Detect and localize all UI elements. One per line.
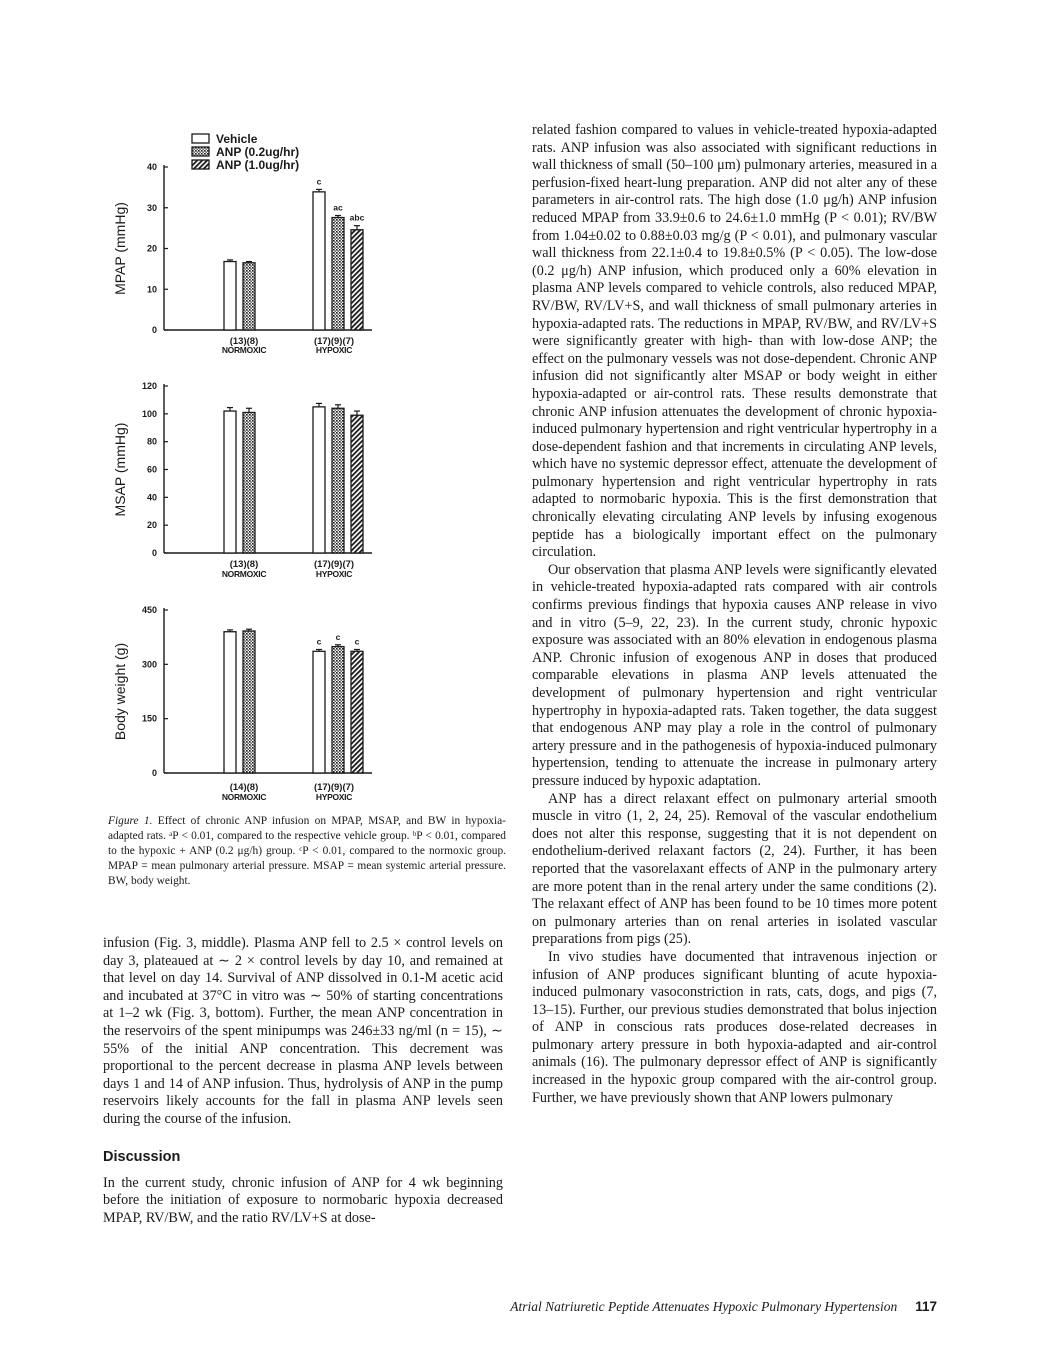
body-weight-panel [112, 605, 372, 802]
category-label: NORMOXIC [221, 569, 267, 579]
y-tick-label: 100 [141, 408, 157, 419]
bar [313, 192, 325, 330]
left-paragraph-2: In the current study, chronic infusion of ANP for 4 wk beginning before the initiation of exposure to normobaric hypoxia decreased MPAP, RV/BW, and the ratio RV/LV+S at dose- [103, 1174, 503, 1226]
y-axis-label: Body weight (g) [112, 642, 128, 741]
y-axis-label: MPAP (mmHg) [112, 202, 128, 295]
right-column [532, 122, 937, 1107]
y-tick-label: 40 [146, 492, 157, 503]
legend-label-anp-low: ANP (0.2ug/hr) [216, 145, 300, 159]
page-number: 117 [915, 1299, 937, 1314]
significance-label: abc [349, 212, 365, 223]
legend-item-anp-high [192, 158, 299, 172]
y-tick-label: 10 [146, 284, 157, 295]
figure-caption [108, 814, 506, 889]
legend-swatch-anp-high [192, 160, 209, 169]
significance-label: ac [333, 202, 343, 213]
msap-panel [112, 381, 372, 579]
y-tick-label: 60 [146, 464, 157, 475]
bar [351, 415, 363, 553]
significance-label: c [354, 636, 360, 647]
running-title: Atrial Natriuretic Peptide Attenuates Hypoxic Pulmonary Hypertension [510, 1299, 898, 1314]
bar [351, 651, 363, 773]
y-tick-label: 0 [151, 548, 157, 558]
right-paragraph-2: Our observation that plasma ANP levels were significantly elevated in vehicle-treated hypoxia-adapted rats compared with air controls confirms previous findings that hypoxia causes ANP release in vivo and in vitro (5–9, 22, 23). In the current study, chronic hypoxic exposure was associated with an 80% elevation in endogenous plasma ANP. Chronic infusion of exogenous ANP in doses that produced comparable elevations in plasma ANP levels attenuated the development of pulmonary hypertension and right ventricular hypertrophy in hypoxia-adapted rats. Taken together, the data suggest that endogenous ANP may play a role in the control of pulmonary artery pressure and in the pathogenesis of hypoxia-induced pulmonary hypertension, tending to attenuate the increase in pulmonary artery pressure induced by hypoxic adaptation. [532, 561, 937, 789]
left-column [103, 935, 503, 1227]
bar [332, 218, 344, 330]
bar [332, 408, 344, 553]
group-n-label: (13)(8) [229, 336, 259, 347]
y-tick-label: 20 [146, 520, 157, 531]
bar [313, 407, 325, 553]
category-label: HYPOXIC [315, 569, 353, 579]
y-tick-label: 150 [141, 713, 157, 724]
bar [243, 412, 255, 553]
page-footer [400, 1299, 937, 1315]
bar [351, 230, 363, 330]
y-tick-label: 30 [146, 202, 157, 213]
group-n-label: (17)(9)(7) [313, 782, 355, 793]
right-paragraph-1: related fashion compared to values in vehicle-treated hypoxia-adapted rats. ANP infusion was also associated with significant reductions in wall thickness of small (50–100 μm) pulmonary arteries, measured in a perfusion-fixed heart-lung preparation. ANP did not alter any of these parameters in air-control rats. The high dose (1.0 μg/h) ANP infusion reduced MPAP from 33.9±0.6 to 24.6±1.0 mmHg (P < 0.01); RV/BW from 1.04±0.02 to 0.88±0.03 mg/g (P < 0.01), and pulmonary vascular wall thickness from 22.1±0.4 to 19.8±0.5% (P < 0.05). The low-dose (0.2 μg/h) ANP infusion, which produced only a 60% elevation in plasma ANP levels compared to vehicle controls, also reduced MPAP, RV/BW, RV/LV+S, and wall thickness of small pulmonary arteries in hypoxia-adapted rats. The reductions in MPAP, RV/BW, and RV/LV+S were significantly greater with high- than with low-dose ANP; the effect on the pulmonary vessels was not dose-dependent. Chronic ANP infusion did not significantly alter MSAP or body weight in either hypoxia-adapted or air-control rats. These results demonstrate that chronic ANP infusion attenuates the development of chronic hypoxia-induced pulmonary hypertension and right ventricular hypertrophy in a dose-dependent fashion and that increments in circulating ANP levels, which have no systemic depressor effect, attenuate the development of pulmonary hypertension and right ventricular hypertrophy in rats adapted to normobaric hypoxia. This is the first demonstration that chronically elevating circulating ANP levels by infusing exogenous peptide has a biologically important effect on the pulmonary circulation. [532, 122, 937, 561]
group-n-label: (17)(9)(7) [313, 559, 355, 570]
y-tick-label: 120 [141, 381, 157, 391]
group-n-label: (17)(9)(7) [313, 336, 355, 347]
legend-label-anp-high: ANP (1.0ug/hr) [216, 158, 300, 172]
legend-item-vehicle [192, 132, 258, 146]
mpap-panel [112, 162, 372, 355]
legend-label-vehicle: Vehicle [216, 132, 258, 146]
legend-item-anp-low [192, 145, 299, 159]
bar [224, 632, 236, 773]
right-paragraph-4: In vivo studies have documented that intravenous injection or infusion of ANP produces significant blunting of acute hypoxia-induced pulmonary vasoconstriction in rats, cats, dogs, and pigs (7, 13–15). Further, our previous studies demonstrated that bolus injection of ANP in conscious rats produces dose-related decreases in pulmonary artery pressure in both hypoxia-adapted and air-control animals (16). The pulmonary depressor effect of ANP is significantly increased in the hypoxic group compared with the air-control group. Further, we have previously shown that ANP lowers pulmonary [532, 948, 937, 1106]
y-tick-label: 450 [141, 605, 157, 615]
category-label: HYPOXIC [315, 792, 353, 802]
category-label: NORMOXIC [221, 792, 267, 802]
category-label: NORMOXIC [221, 345, 267, 355]
figure-label: Figure 1. [108, 815, 153, 827]
bar [243, 631, 255, 773]
discussion-heading: Discussion [103, 1148, 181, 1165]
significance-label: c [316, 636, 322, 647]
y-tick-label: 0 [151, 768, 157, 778]
group-n-label: (14)(8) [229, 782, 259, 793]
legend-swatch-anp-low [192, 147, 209, 156]
significance-label: c [316, 176, 322, 187]
bar [313, 651, 325, 773]
group-n-label: (13)(8) [229, 559, 259, 570]
significance-label: c [335, 631, 341, 642]
left-paragraph-1: infusion (Fig. 3, middle). Plasma ANP fell to 2.5 × control levels on day 3, plateaued at ∼ 2 × control levels by day 10, and remained at that level on day 14. Survival of ANP dissolved in 0.1-M acetic acid and incubated at 37°C in vitro was ∼ 50% of starting concentrations at 1–2 wk (Fig. 3, bottom). Further, the mean ANP concentration in the reservoirs of the spent minipumps was 246±33 ng/ml (n = 15), ∼ 55% of the initial ANP concentration. This decrement was proportional to the percent decrease in plasma ANP levels between days 1 and 14 of ANP infusion. Thus, hydrolysis of ANP in the pump reservoirs likely accounts for the fall in plasma ANP levels seen during the course of the infusion. [103, 935, 503, 1127]
right-paragraph-3: ANP has a direct relaxant effect on pulmonary arterial smooth muscle in vitro (1, 2, 24, 25). Removal of the vascular endothelium does not alter this response, suggesting that it is not dependent on endothelium-derived relaxant factors (2, 24). Further, it has been reported that the vasorelaxant effects of ANP in the pulmonary artery are more potent than in the renal artery under the same conditions (2). The relaxant effect of ANP has been found to be 10 times more potent on pulmonary arteries than on renal arteries in isolated vascular preparations from pigs (25). [532, 790, 937, 948]
figure-1 [0, 0, 400, 815]
y-tick-label: 80 [146, 436, 157, 447]
y-tick-label: 20 [146, 243, 157, 254]
caption-text: Effect of chronic ANP infusion on MPAP, MSAP, and BW in hypoxia-adapted rats. ᵃP < 0.01, compared to the respective vehicle group. ᵇP < 0.01, compared to the hypoxic + ANP (0.2 μg/h) group. ᶜP < 0.01, compared to the normoxic group. MPAP = mean pulmonary arterial pressure. MSAP = mean systemic arterial pressure. BW, body weight. [108, 815, 506, 887]
y-tick-label: 0 [151, 325, 157, 335]
chart-legend [192, 132, 299, 172]
category-label: HYPOXIC [315, 345, 353, 355]
bar [224, 262, 236, 330]
legend-swatch-vehicle [192, 134, 209, 143]
bar [332, 647, 344, 773]
y-axis-label: MSAP (mmHg) [112, 422, 128, 517]
bar [243, 263, 255, 330]
y-tick-label: 40 [146, 162, 157, 172]
y-tick-label: 300 [141, 659, 157, 670]
bar [224, 411, 236, 553]
